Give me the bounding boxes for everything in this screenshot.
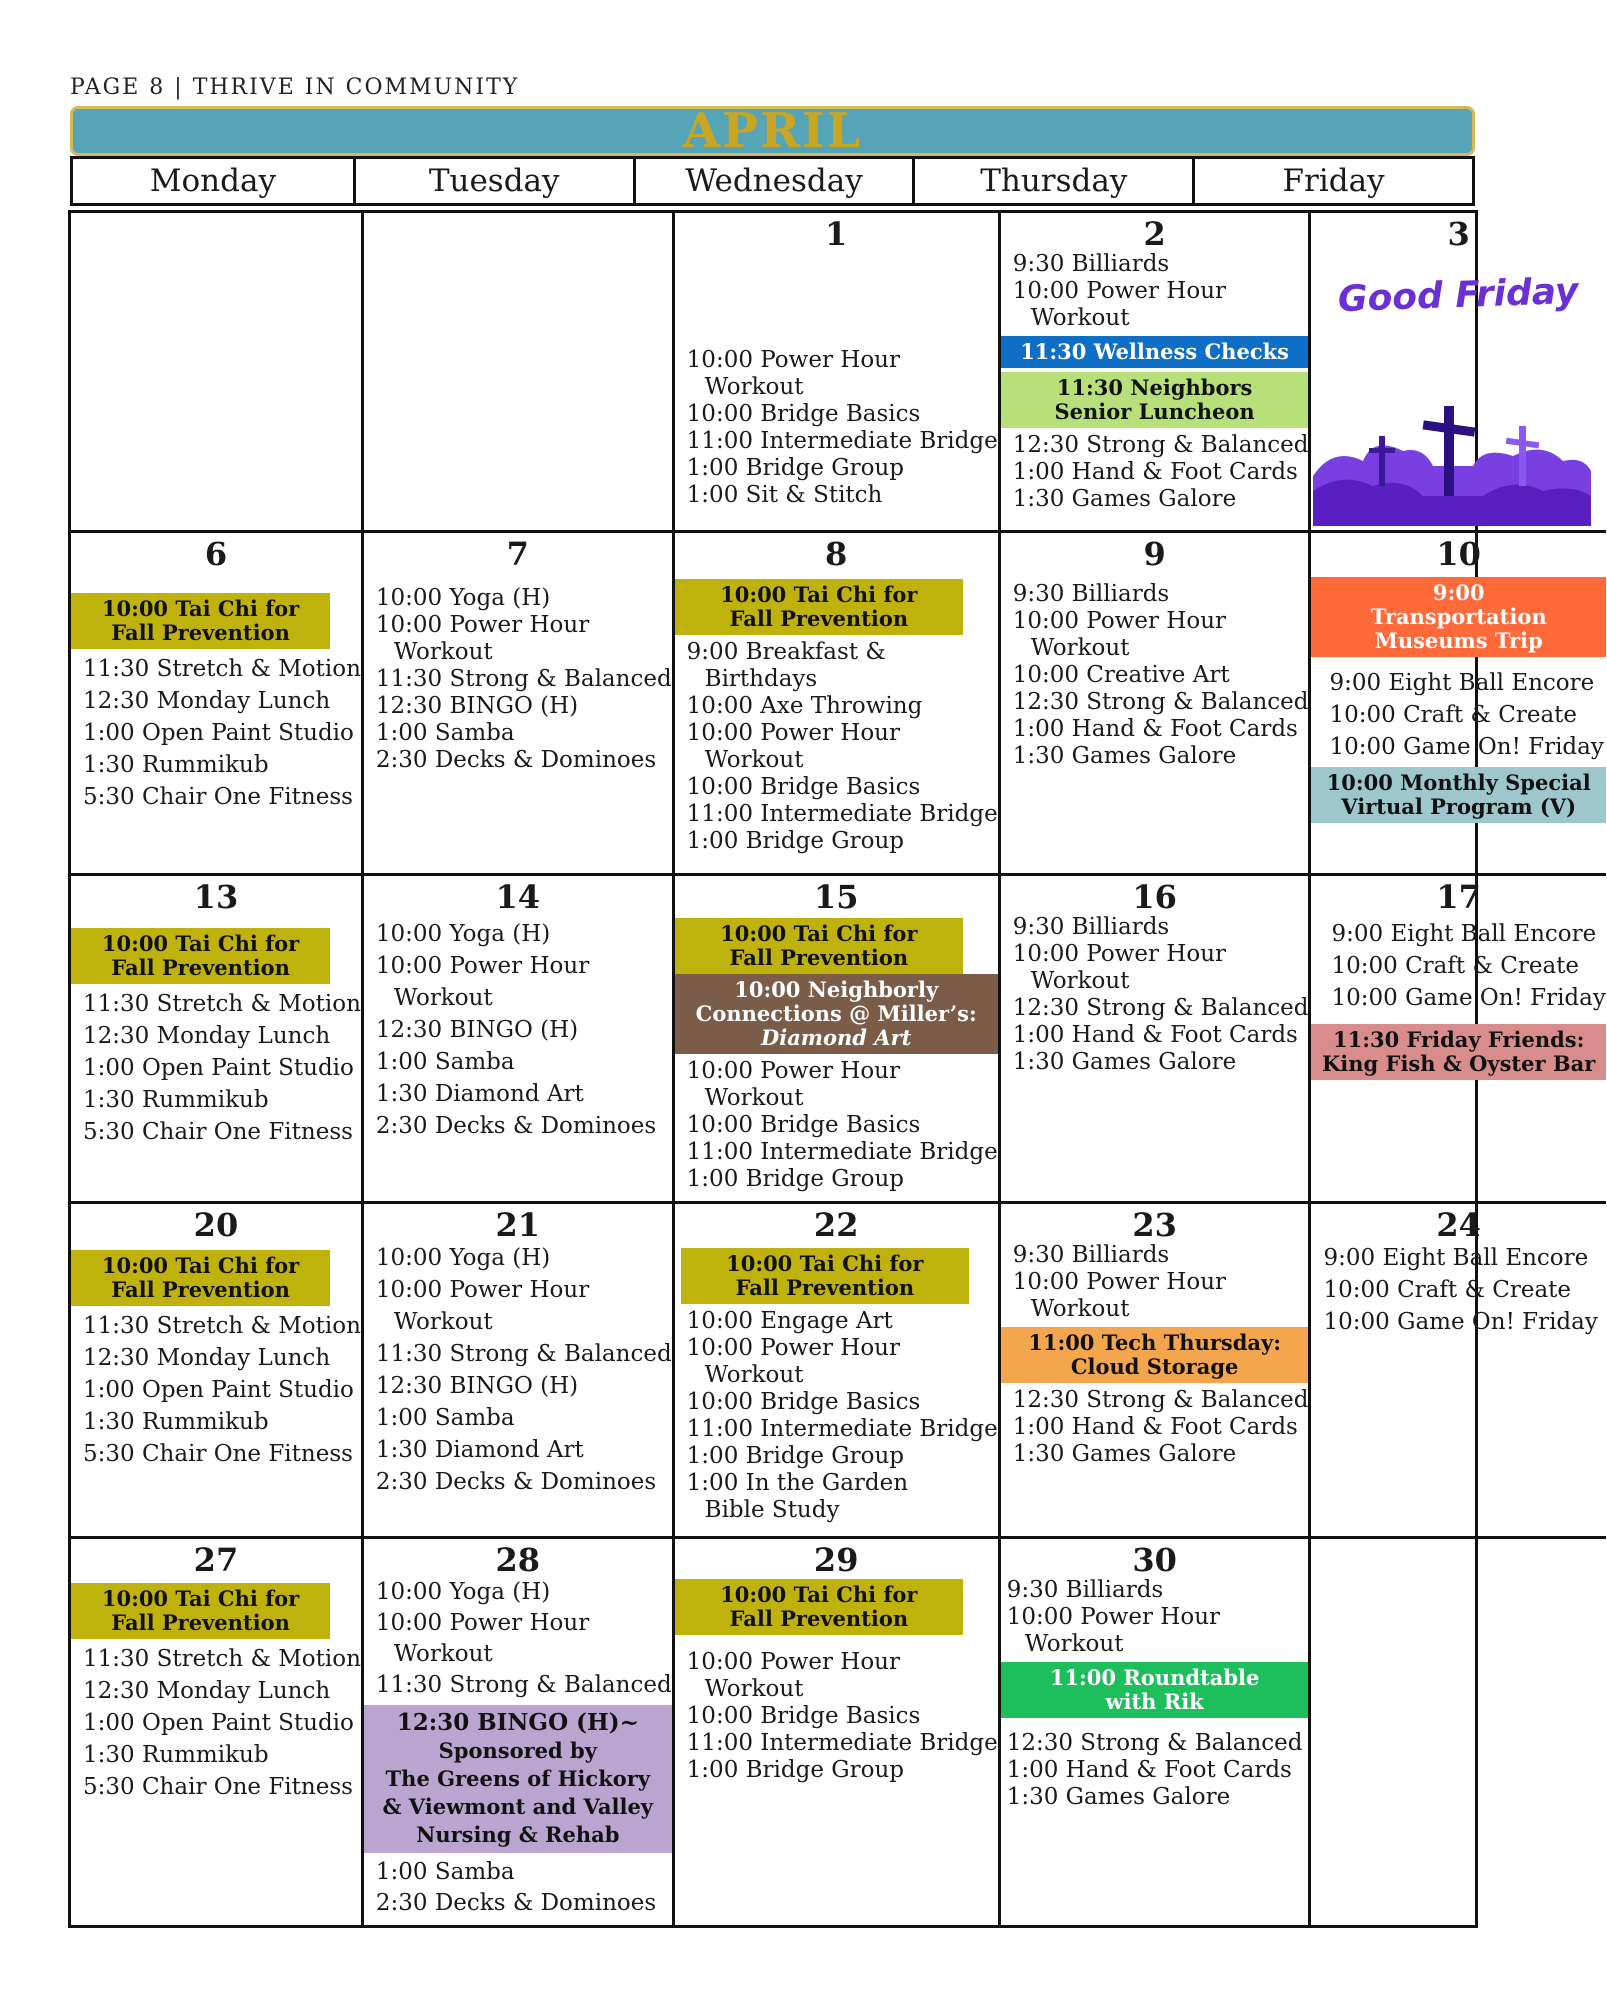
event: 9:30 Billiards <box>1012 914 1170 940</box>
event: 11:30 Stretch & Motion <box>83 991 361 1017</box>
highlight-line: Nursing & Rehab <box>416 1822 620 1847</box>
event: 1:30 Games Galore <box>1012 1441 1237 1467</box>
highlight-line: 10:00 Monthly Special <box>1326 770 1591 795</box>
tai-chi-highlight <box>675 918 963 974</box>
event-list <box>71 1643 361 1803</box>
event-list <box>71 988 361 1148</box>
event-list <box>364 1857 672 1919</box>
event: 11:00 Intermediate Bridge <box>686 1730 998 1756</box>
highlight-line: King Fish & Oyster Bar <box>1322 1051 1596 1076</box>
event-list <box>1001 251 1309 332</box>
event-list <box>364 585 672 774</box>
date-number: 29 <box>813 1541 859 1579</box>
event: 12:30 Monday Lunch <box>83 688 331 714</box>
event: 11:30 Stretch & Motion <box>83 656 361 682</box>
tai-chi-highlight <box>71 593 330 649</box>
highlight-line: 11:00 Tech Thursday: <box>1028 1330 1281 1355</box>
good-friday-title: Good Friday <box>1337 270 1580 321</box>
event: 2:30 Decks & Dominoes <box>375 1469 657 1495</box>
event-continued: Workout <box>393 985 493 1011</box>
event: 10:00 Power Hour <box>1012 608 1227 634</box>
weekday-wednesday: Wednesday <box>633 159 913 203</box>
event-list <box>1001 432 1309 513</box>
event: 9:30 Billiards <box>1012 251 1170 277</box>
event: 10:00 Yoga (H) <box>375 1245 551 1271</box>
day-cell-22 <box>675 1204 1001 1539</box>
day-cell-empty <box>71 213 364 533</box>
event: 1:00 Open Paint Studio <box>83 720 354 746</box>
event: 11:00 Intermediate Bridge <box>686 1416 998 1442</box>
wellness-checks-highlight: 11:30 Wellness Checks <box>1001 336 1309 368</box>
event-list <box>675 1058 998 1193</box>
event-continued: Workout <box>704 1676 804 1702</box>
tai-chi-highlight <box>675 1579 963 1635</box>
day-cell-27 <box>71 1539 364 1925</box>
highlight-line: 9:00 <box>1432 580 1485 605</box>
event: 12:30 BINGO (H) <box>375 1017 579 1043</box>
event: 1:00 Open Paint Studio <box>83 1710 354 1736</box>
date-number: 2 <box>1143 215 1166 253</box>
highlight-line: Fall Prevention <box>735 1275 915 1300</box>
event: 1:00 Hand & Foot Cards <box>1012 459 1298 485</box>
weekday-tuesday: Tuesday <box>353 159 633 203</box>
highlight-line: Diamond Art <box>761 1025 912 1050</box>
event: 10:00 Power Hour <box>686 1335 900 1361</box>
highlight-line: 10:00 Tai Chi for <box>101 1586 300 1611</box>
friday-friends-highlight <box>1311 1024 1605 1080</box>
event: 10:00 Power Hour <box>686 1058 900 1084</box>
weekday-thursday: Thursday <box>912 159 1192 203</box>
date-number: 8 <box>825 535 848 573</box>
highlight-line: 11:00 Roundtable <box>1049 1665 1260 1690</box>
highlight-line: Senior Luncheon <box>1054 399 1255 424</box>
day-cell-21 <box>364 1204 675 1539</box>
event-list <box>71 1310 361 1470</box>
highlight-line: 10:00 Tai Chi for <box>720 1582 918 1607</box>
event: 10:00 Power Hour <box>375 1277 590 1303</box>
day-cell-6 <box>71 533 364 876</box>
day-cell-17 <box>1311 876 1605 1204</box>
day-cell-empty <box>364 213 675 533</box>
highlight-line: 10:00 Tai Chi for <box>720 921 918 946</box>
day-cell-3 <box>1311 213 1605 533</box>
event: 10:00 Power Hour <box>375 1610 590 1636</box>
date-number: 15 <box>813 878 859 916</box>
event: 12:30 Monday Lunch <box>83 1023 331 1049</box>
highlight-line: Fall Prevention <box>111 1610 290 1635</box>
event-continued: Workout <box>1024 1631 1124 1657</box>
month-banner <box>70 103 1475 159</box>
event: 2:30 Decks & Dominoes <box>375 1113 657 1139</box>
event: 1:00 Bridge Group <box>686 1757 905 1783</box>
date-number: 17 <box>1436 878 1481 916</box>
highlight-line: Fall Prevention <box>111 955 290 980</box>
event: 10:00 Yoga (H) <box>375 1579 551 1605</box>
day-cell-13 <box>71 876 364 1204</box>
event: 11:00 Intermediate Bridge <box>686 801 998 827</box>
day-cell-28 <box>364 1539 675 1925</box>
date-number: 10 <box>1436 535 1481 573</box>
highlight-line: Fall Prevention <box>111 1277 290 1302</box>
event: 10:00 Engage Art <box>686 1308 893 1334</box>
event: 10:00 Power Hour <box>1012 941 1227 967</box>
event: 10:00 Craft & Create <box>1329 702 1578 728</box>
highlight-line: 10:00 Tai Chi for <box>720 582 918 607</box>
event: 1:00 Hand & Foot Cards <box>1006 1757 1292 1783</box>
date-number: 21 <box>495 1206 541 1244</box>
event-list <box>675 1649 998 1784</box>
event: 12:30 Strong & Balanced <box>1006 1730 1303 1756</box>
event: 11:30 Strong & Balanced <box>375 666 672 692</box>
date-number: 23 <box>1132 1206 1177 1244</box>
event-continued: Workout <box>704 1362 804 1388</box>
event-list <box>1001 1387 1309 1468</box>
event: 1:00 Open Paint Studio <box>83 1377 354 1403</box>
day-cell-10 <box>1311 533 1605 876</box>
day-cell-29 <box>675 1539 1001 1925</box>
event: 11:00 Intermediate Bridge <box>686 1139 998 1165</box>
day-cell-empty <box>1311 1539 1605 1925</box>
event-list <box>1311 667 1605 763</box>
highlight-line: Transportation <box>1370 604 1547 629</box>
event: 10:00 Axe Throwing <box>686 693 923 719</box>
event: 11:30 Stretch & Motion <box>83 1646 361 1672</box>
date-number: 28 <box>495 1541 541 1579</box>
page-header: PAGE 8 | THRIVE IN COMMUNITY <box>70 75 520 100</box>
event: 1:00 Bridge Group <box>686 455 905 481</box>
event-continued: Workout <box>704 1085 804 1111</box>
event: 1:00 Samba <box>375 1405 515 1431</box>
event: 9:00 Breakfast & <box>686 639 886 665</box>
event: 12:30 Strong & Balanced <box>1012 995 1309 1021</box>
event: 1:00 Bridge Group <box>686 828 905 854</box>
date-number: 20 <box>193 1206 239 1244</box>
event: 2:30 Decks & Dominoes <box>375 1890 657 1916</box>
tai-chi-highlight <box>675 579 963 635</box>
senior-luncheon-highlight <box>1001 372 1309 428</box>
date-number: 7 <box>506 535 529 573</box>
event: 5:30 Chair One Fitness <box>83 1119 353 1145</box>
highlight-line: 11:30 Friday Friends: <box>1332 1027 1585 1052</box>
date-number: 6 <box>204 535 228 573</box>
date-number: 16 <box>1132 878 1177 916</box>
highlight-line: 11:30 Neighbors <box>1056 375 1253 400</box>
event-list <box>1001 1730 1309 1811</box>
event: 10:00 Creative Art <box>1012 662 1230 688</box>
highlight-line: 10:00 Neighborly <box>734 977 939 1002</box>
event: 12:30 Strong & Balanced <box>1012 432 1309 458</box>
event-list <box>675 1308 998 1524</box>
event: 1:30 Rummikub <box>83 752 269 778</box>
event: 10:00 Craft & Create <box>1323 1277 1572 1303</box>
highlight-line: Cloud Storage <box>1070 1354 1239 1379</box>
highlight-line: with Rik <box>1105 1689 1204 1714</box>
event: 5:30 Chair One Fitness <box>83 784 353 810</box>
event: 1:30 Games Galore <box>1006 1784 1231 1810</box>
neighborly-connections-highlight <box>675 974 998 1054</box>
highlight-line: 12:30 BINGO (H)~ <box>396 1709 639 1736</box>
day-cell-1 <box>675 213 1001 533</box>
event: 1:30 Rummikub <box>83 1087 269 1113</box>
event-list <box>364 1577 672 1701</box>
event: 1:00 In the Garden <box>686 1470 909 1496</box>
highlight-line: 10:00 Tai Chi for <box>726 1251 924 1276</box>
event: 10:00 Bridge Basics <box>686 1703 921 1729</box>
month-title: APRIL <box>682 103 863 159</box>
event: 1:30 Games Galore <box>1012 486 1237 512</box>
event: 1:00 Hand & Foot Cards <box>1012 1022 1298 1048</box>
day-cell-30 <box>1001 1539 1312 1925</box>
highlight-line: The Greens of Hickory <box>385 1766 651 1791</box>
event: 12:30 Strong & Balanced <box>1012 689 1309 715</box>
event-list <box>1001 581 1309 770</box>
day-cell-20 <box>71 1204 364 1539</box>
date-number: 24 <box>1436 1206 1481 1244</box>
event: 9:30 Billiards <box>1012 1242 1170 1268</box>
event-continued: Workout <box>704 747 804 773</box>
weekday-monday: Monday <box>149 163 276 199</box>
event-list <box>1001 1242 1309 1323</box>
highlight-line: Fall Prevention <box>729 606 909 631</box>
event-continued: Workout <box>393 1309 493 1335</box>
event: 1:30 Rummikub <box>83 1409 269 1435</box>
event: 9:30 Billiards <box>1012 581 1170 607</box>
day-cell-16 <box>1001 876 1312 1204</box>
event: 10:00 Bridge Basics <box>686 401 921 427</box>
tai-chi-highlight <box>71 1250 330 1306</box>
day-cell-23 <box>1001 1204 1312 1539</box>
event: 1:00 Hand & Foot Cards <box>1012 716 1298 742</box>
event: 9:00 Eight Ball Encore <box>1323 1245 1589 1271</box>
event: 10:00 Power Hour <box>686 347 900 373</box>
event-list <box>1311 1242 1605 1338</box>
event: 10:00 Bridge Basics <box>686 1112 921 1138</box>
event: 11:30 Strong & Balanced <box>375 1341 672 1367</box>
event-list <box>1001 1577 1309 1658</box>
date-number: 27 <box>193 1541 239 1579</box>
event: 10:00 Power Hour <box>375 953 590 979</box>
event-continued: Workout <box>1030 968 1130 994</box>
event: 12:30 BINGO (H) <box>375 693 579 719</box>
event-list <box>71 653 361 813</box>
date-number: 22 <box>813 1206 859 1244</box>
highlight-line: Virtual Program (V) <box>1341 794 1577 819</box>
tai-chi-highlight <box>681 1248 969 1304</box>
event-continued: Workout <box>1030 1296 1130 1322</box>
highlight-line: Fall Prevention <box>729 1606 909 1631</box>
roundtable-highlight <box>1001 1662 1309 1718</box>
event-continued: Birthdays <box>704 666 818 692</box>
event: 1:00 Bridge Group <box>686 1166 905 1192</box>
event: 1:30 Games Galore <box>1012 1049 1237 1075</box>
weekday-friday: Friday <box>1192 159 1472 203</box>
event: 9:00 Eight Ball Encore <box>1331 921 1597 947</box>
weekday-header-row <box>70 156 1475 206</box>
event: 10:00 Power Hour <box>1012 278 1227 304</box>
event: 12:30 Monday Lunch <box>83 1678 331 1704</box>
event: 1:30 Rummikub <box>83 1742 269 1768</box>
event: 1:00 Samba <box>375 720 515 746</box>
event: 10:00 Power Hour <box>686 1649 900 1675</box>
event: 9:00 Eight Ball Encore <box>1329 670 1595 696</box>
event: 5:30 Chair One Fitness <box>83 1441 353 1467</box>
event: 10:00 Power Hour <box>1006 1604 1221 1630</box>
date-number: 1 <box>825 215 848 253</box>
date-number: 13 <box>193 878 239 916</box>
event: 10:00 Power Hour <box>375 612 590 638</box>
event: 1:30 Diamond Art <box>375 1437 584 1463</box>
event-list <box>675 347 998 509</box>
highlight-line: Fall Prevention <box>111 620 290 645</box>
calendar-grid <box>68 210 1606 1928</box>
event-continued: Workout <box>393 1641 493 1667</box>
date-number: 3 <box>1447 215 1470 253</box>
event: 10:00 Power Hour <box>686 720 900 746</box>
event-list <box>1001 914 1309 1076</box>
event: 10:00 Game On! Friday <box>1331 985 1606 1011</box>
event: 1:00 Samba <box>375 1859 515 1885</box>
event: 1:00 Bridge Group <box>686 1443 905 1469</box>
event-continued: Bible Study <box>704 1497 840 1523</box>
day-cell-24 <box>1311 1204 1605 1539</box>
tech-thursday-highlight <box>1001 1327 1309 1383</box>
event: 10:00 Craft & Create <box>1331 953 1580 979</box>
highlight-line: & Viewmont and Valley <box>382 1794 654 1819</box>
day-cell-9 <box>1001 533 1312 876</box>
event: 10:00 Game On! Friday <box>1323 1309 1598 1335</box>
event: 10:00 Bridge Basics <box>686 1389 921 1415</box>
tai-chi-highlight <box>71 1583 330 1639</box>
virtual-program-highlight <box>1311 767 1605 823</box>
event: 1:00 Sit & Stitch <box>686 482 883 508</box>
event: 1:00 Open Paint Studio <box>83 1055 354 1081</box>
event: 12:30 Monday Lunch <box>83 1345 331 1371</box>
event: 1:30 Diamond Art <box>375 1081 584 1107</box>
date-number: 14 <box>495 878 541 916</box>
highlight-line: Connections @ Miller’s: <box>695 1001 977 1026</box>
event: 10:00 Bridge Basics <box>686 774 921 800</box>
event: 9:30 Billiards <box>1006 1577 1164 1603</box>
event: 11:30 Strong & Balanced <box>375 1672 672 1698</box>
event-continued: Workout <box>1030 635 1130 661</box>
event-list <box>364 1242 672 1498</box>
event-continued: Workout <box>1030 305 1130 331</box>
date-number: 30 <box>1132 1541 1177 1579</box>
event: 11:00 Intermediate Bridge <box>686 428 998 454</box>
event-continued: Workout <box>393 639 493 665</box>
highlight-line: 10:00 Tai Chi for <box>101 931 300 956</box>
event-list <box>364 918 672 1142</box>
tai-chi-highlight <box>71 928 330 984</box>
day-cell-7 <box>364 533 675 876</box>
event: 10:00 Yoga (H) <box>375 921 551 947</box>
event: 10:00 Power Hour <box>1012 1269 1227 1295</box>
three-crosses-illustration <box>1313 406 1591 526</box>
event: 10:00 Game On! Friday <box>1329 734 1604 760</box>
highlight-line: 10:00 Tai Chi for <box>101 596 300 621</box>
highlight-line: Sponsored by <box>438 1738 597 1763</box>
event-list <box>1311 918 1605 1014</box>
day-cell-2 <box>1001 213 1312 533</box>
highlight-line: Museums Trip <box>1374 628 1543 653</box>
date-number: 9 <box>1143 535 1166 573</box>
event: 1:00 Hand & Foot Cards <box>1012 1414 1298 1440</box>
event: 10:00 Yoga (H) <box>375 585 551 611</box>
event: 11:30 Stretch & Motion <box>83 1313 361 1339</box>
day-cell-8 <box>675 533 1001 876</box>
event: 1:00 Samba <box>375 1049 515 1075</box>
highlight-line: Fall Prevention <box>729 945 909 970</box>
transportation-highlight <box>1311 577 1605 657</box>
day-cell-14 <box>364 876 675 1204</box>
event: 12:30 BINGO (H) <box>375 1373 579 1399</box>
highlight-line: 10:00 Tai Chi for <box>101 1253 300 1278</box>
event: 12:30 Strong & Balanced <box>1012 1387 1309 1413</box>
day-cell-15 <box>675 876 1001 1204</box>
event-list <box>675 639 998 855</box>
event: 1:30 Games Galore <box>1012 743 1237 769</box>
event: 5:30 Chair One Fitness <box>83 1774 353 1800</box>
bingo-sponsored-highlight <box>364 1705 672 1853</box>
event-continued: Workout <box>704 374 804 400</box>
event: 2:30 Decks & Dominoes <box>375 747 657 773</box>
